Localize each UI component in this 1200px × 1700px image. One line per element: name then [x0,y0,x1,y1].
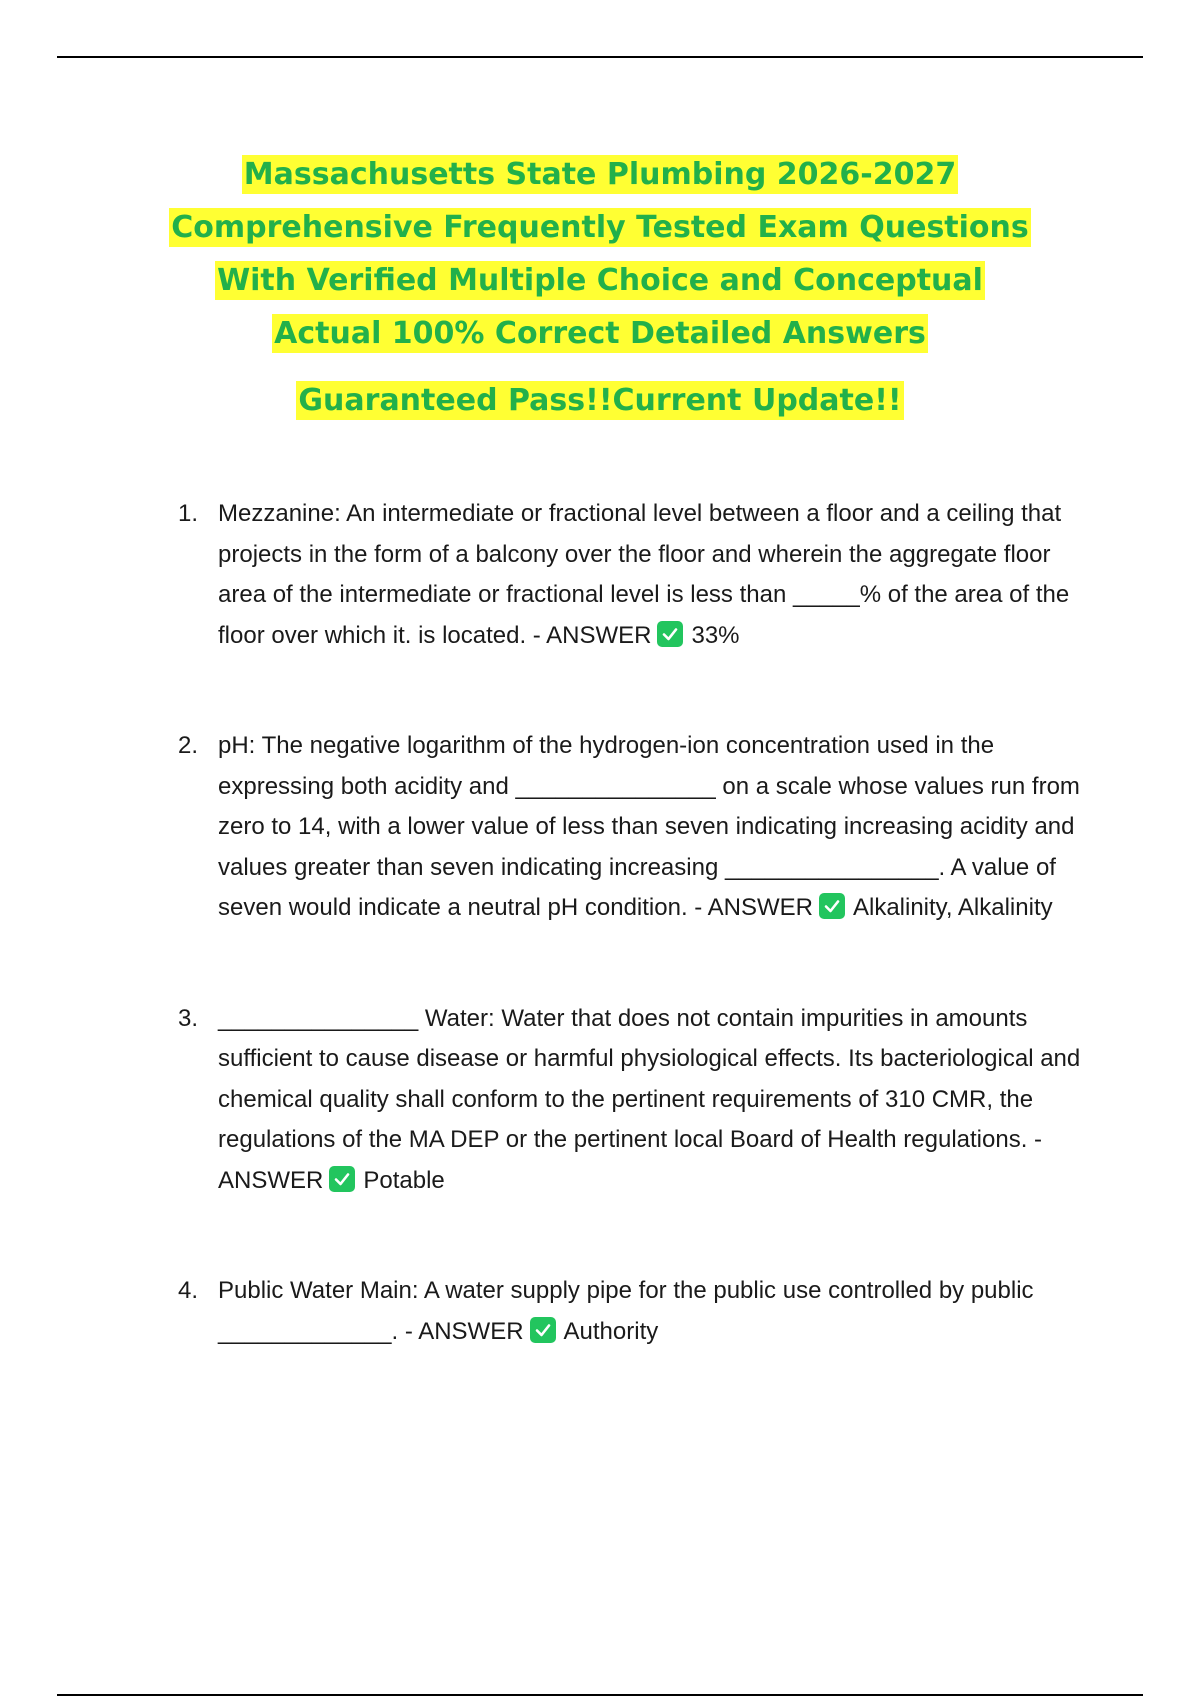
question-number: 4. [178,1277,199,1304]
question-list [178,494,1098,1352]
question-item [178,999,1098,1202]
question-text: pH: The negative logarithm of the hydrogen-ion concentration used in the expressing both acidity and _______________ on a scale whose values run from zero to 14, with a lower value of less than seven indicating increasing acidity and values greater than seven indicating increasing ________________. A value of seven would indicate a neutral pH condition. - ANSWER [218,732,1080,921]
question-number: 3. [178,1004,199,1032]
answer-text: 33% [691,621,740,649]
question-text: Public Water Main: A water supply pipe for the public use controlled by public _____________. - ANSWER [218,1277,1034,1345]
title-line: Massachusetts State Plumbing 2026-2027 [243,157,957,192]
question-text: Mezzanine: An intermediate or fractional level between a floor and a ceiling that projects in the form of a balcony over the floor and wherein the aggregate floor area of the intermediate or fractional level is less than _____% of the area of the floor over which it. is located. - ANSWER [218,500,1070,649]
question-number: 2. [178,732,199,759]
title-line: Actual 100% Correct Detailed Answers [274,316,926,351]
question-item [178,494,1098,656]
check-icon [530,1317,556,1343]
top-divider [57,56,1143,58]
question-number: 1. [178,500,199,527]
check-icon [819,893,845,919]
answer-text: Alkalinity, Alkalinity [852,894,1053,921]
check-icon [657,621,683,647]
title-line: Guaranteed Pass!!Current Update!! [298,383,902,418]
question-item [178,726,1098,929]
document-title [0,148,1200,427]
answer-text: Potable [363,1166,445,1194]
title-line: With Verified Multiple Choice and Conceptual [217,263,983,298]
title-line: Comprehensive Frequently Tested Exam Questions [171,210,1029,245]
bottom-divider [57,1694,1143,1696]
check-icon [329,1166,355,1192]
answer-text: Authority [563,1317,659,1345]
question-text: _______________ Water: Water that does not contain impurities in amounts sufficient to cause disease or harmful physiological effects. Its bacteriological and chemical quality shall conform to the pertinent requirements of 310 CMR, the regulations of the MA DEP or the pertinent local Board of Health regulations. - ANSWER [218,1004,1081,1194]
question-item [178,1271,1098,1352]
